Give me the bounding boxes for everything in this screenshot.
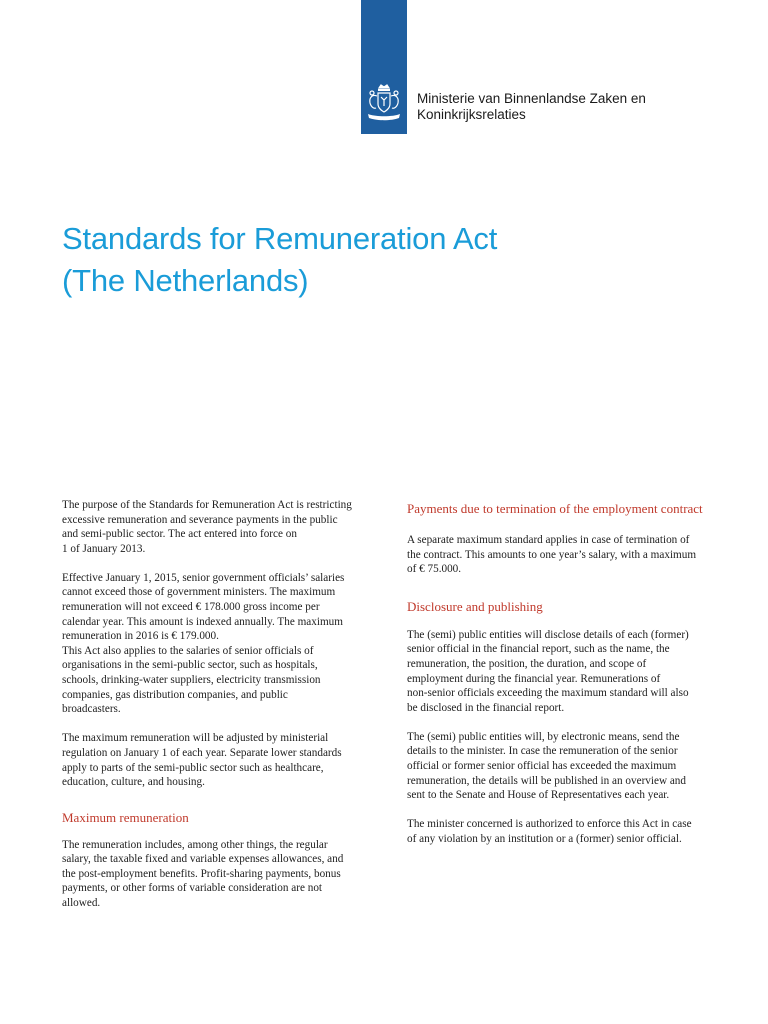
termination-payments-heading: Payments due to termination of the employment contract	[407, 501, 703, 516]
text-line: The remuneration includes, among other things, the regular	[62, 838, 328, 851]
text-line: the post-employment benefits. Profit-sharing payments, bonus	[62, 867, 341, 880]
text-line: allowed.	[62, 897, 101, 910]
text-line: sent to the Senate and House of Representatives each year.	[407, 789, 670, 802]
text-line: The purpose of the Standards for Remuneration Act is restricting	[62, 499, 352, 511]
dutch-coat-of-arms-icon	[363, 84, 405, 124]
government-logo-bar	[361, 0, 407, 134]
text-line: The minister concerned is authorized to enforce this Act in case	[407, 818, 692, 831]
text-line: employment during the financial year. Remunerations of	[407, 672, 661, 685]
text-line: of € 75.000.	[407, 563, 462, 576]
text-line: schools, drinking-water suppliers, electricity transmission	[62, 674, 321, 687]
text-line: excessive remuneration and severance payments in the public	[62, 513, 338, 526]
text-line: of any violation by an institution or a (former) senior official.	[407, 832, 682, 845]
text-line: The maximum remuneration will be adjusted by ministerial	[62, 732, 329, 745]
text-line: payments, or other forms of variable consideration are not	[62, 882, 323, 895]
title-line: Standards for Remuneration Act	[62, 221, 498, 256]
text-line: and semi-public sector. The act entered into force on	[62, 528, 297, 541]
intro-paragraph	[62, 498, 362, 556]
text-line: organisations in the semi-public sector, such as hospitals,	[62, 659, 318, 672]
left-column	[62, 498, 362, 925]
text-line: official or former senior official has exceeded the maximum	[407, 760, 677, 773]
text-line: remuneration, the position, the duration, and scope of	[407, 657, 647, 670]
maximum-remuneration-paragraph	[62, 838, 362, 911]
text-line: education, culture, and housing.	[62, 776, 205, 789]
text-line: The (semi) public entities will disclose details of each (former)	[407, 628, 689, 641]
text-line: details to the minister. In case the remuneration of the senior	[407, 745, 678, 758]
title-line: (The Netherlands)	[62, 263, 309, 298]
text-line: The (semi) public entities will, by electronic means, send the	[407, 730, 680, 743]
text-line: be disclosed in the financial report.	[407, 701, 565, 714]
document-title	[62, 218, 662, 302]
disclosure-paragraph	[407, 628, 707, 716]
text-line: This Act also applies to the salaries of senior officials of	[62, 644, 314, 657]
text-line: cannot exceed those of government ministers. The maximum	[62, 586, 336, 599]
ministry-name-line: Ministerie van Binnenlandse Zaken en	[417, 91, 646, 106]
maximum-remuneration-heading: Maximum remuneration	[62, 809, 189, 825]
text-line: A separate maximum standard applies in case of termination of	[407, 534, 690, 546]
enforcement-paragraph	[407, 817, 707, 846]
right-column	[407, 498, 707, 861]
publishing-paragraph	[407, 730, 707, 803]
text-line: non-senior officials exceeding the maximum standard will also	[407, 687, 689, 700]
ministry-name	[417, 91, 717, 123]
effective-paragraph	[62, 571, 362, 717]
disclosure-heading: Disclosure and publishing	[407, 598, 543, 614]
text-line: remuneration in 2016 is € 179.000.	[62, 630, 219, 643]
text-line: senior official in the financial report, such as the name, the	[407, 643, 670, 656]
text-line: apply to parts of the semi-public sector such as healthcare,	[62, 761, 324, 774]
text-line: companies, gas distribution companies, and public	[62, 688, 288, 701]
termination-payments-paragraph	[407, 533, 707, 577]
text-line: remuneration, the details will be published in an overview and	[407, 774, 686, 787]
text-line: remuneration will not exceed € 178.000 gross income per	[62, 601, 320, 614]
text-line: Effective January 1, 2015, senior government officials’ salaries	[62, 571, 345, 584]
text-line: salary, the taxable fixed and variable expenses allowances, and	[62, 853, 344, 866]
text-line: broadcasters.	[62, 703, 121, 716]
adjustment-paragraph	[62, 731, 362, 789]
text-line: 1 of January 2013.	[62, 542, 146, 555]
ministry-name-line: Koninkrijksrelaties	[417, 107, 526, 122]
text-line: calendar year. This amount is indexed annually. The maximum	[62, 615, 343, 628]
text-line: regulation on January 1 of each year. Separate lower standards	[62, 746, 342, 759]
text-line: the contract. This amounts to one year’s salary, with a maximum	[407, 548, 697, 561]
